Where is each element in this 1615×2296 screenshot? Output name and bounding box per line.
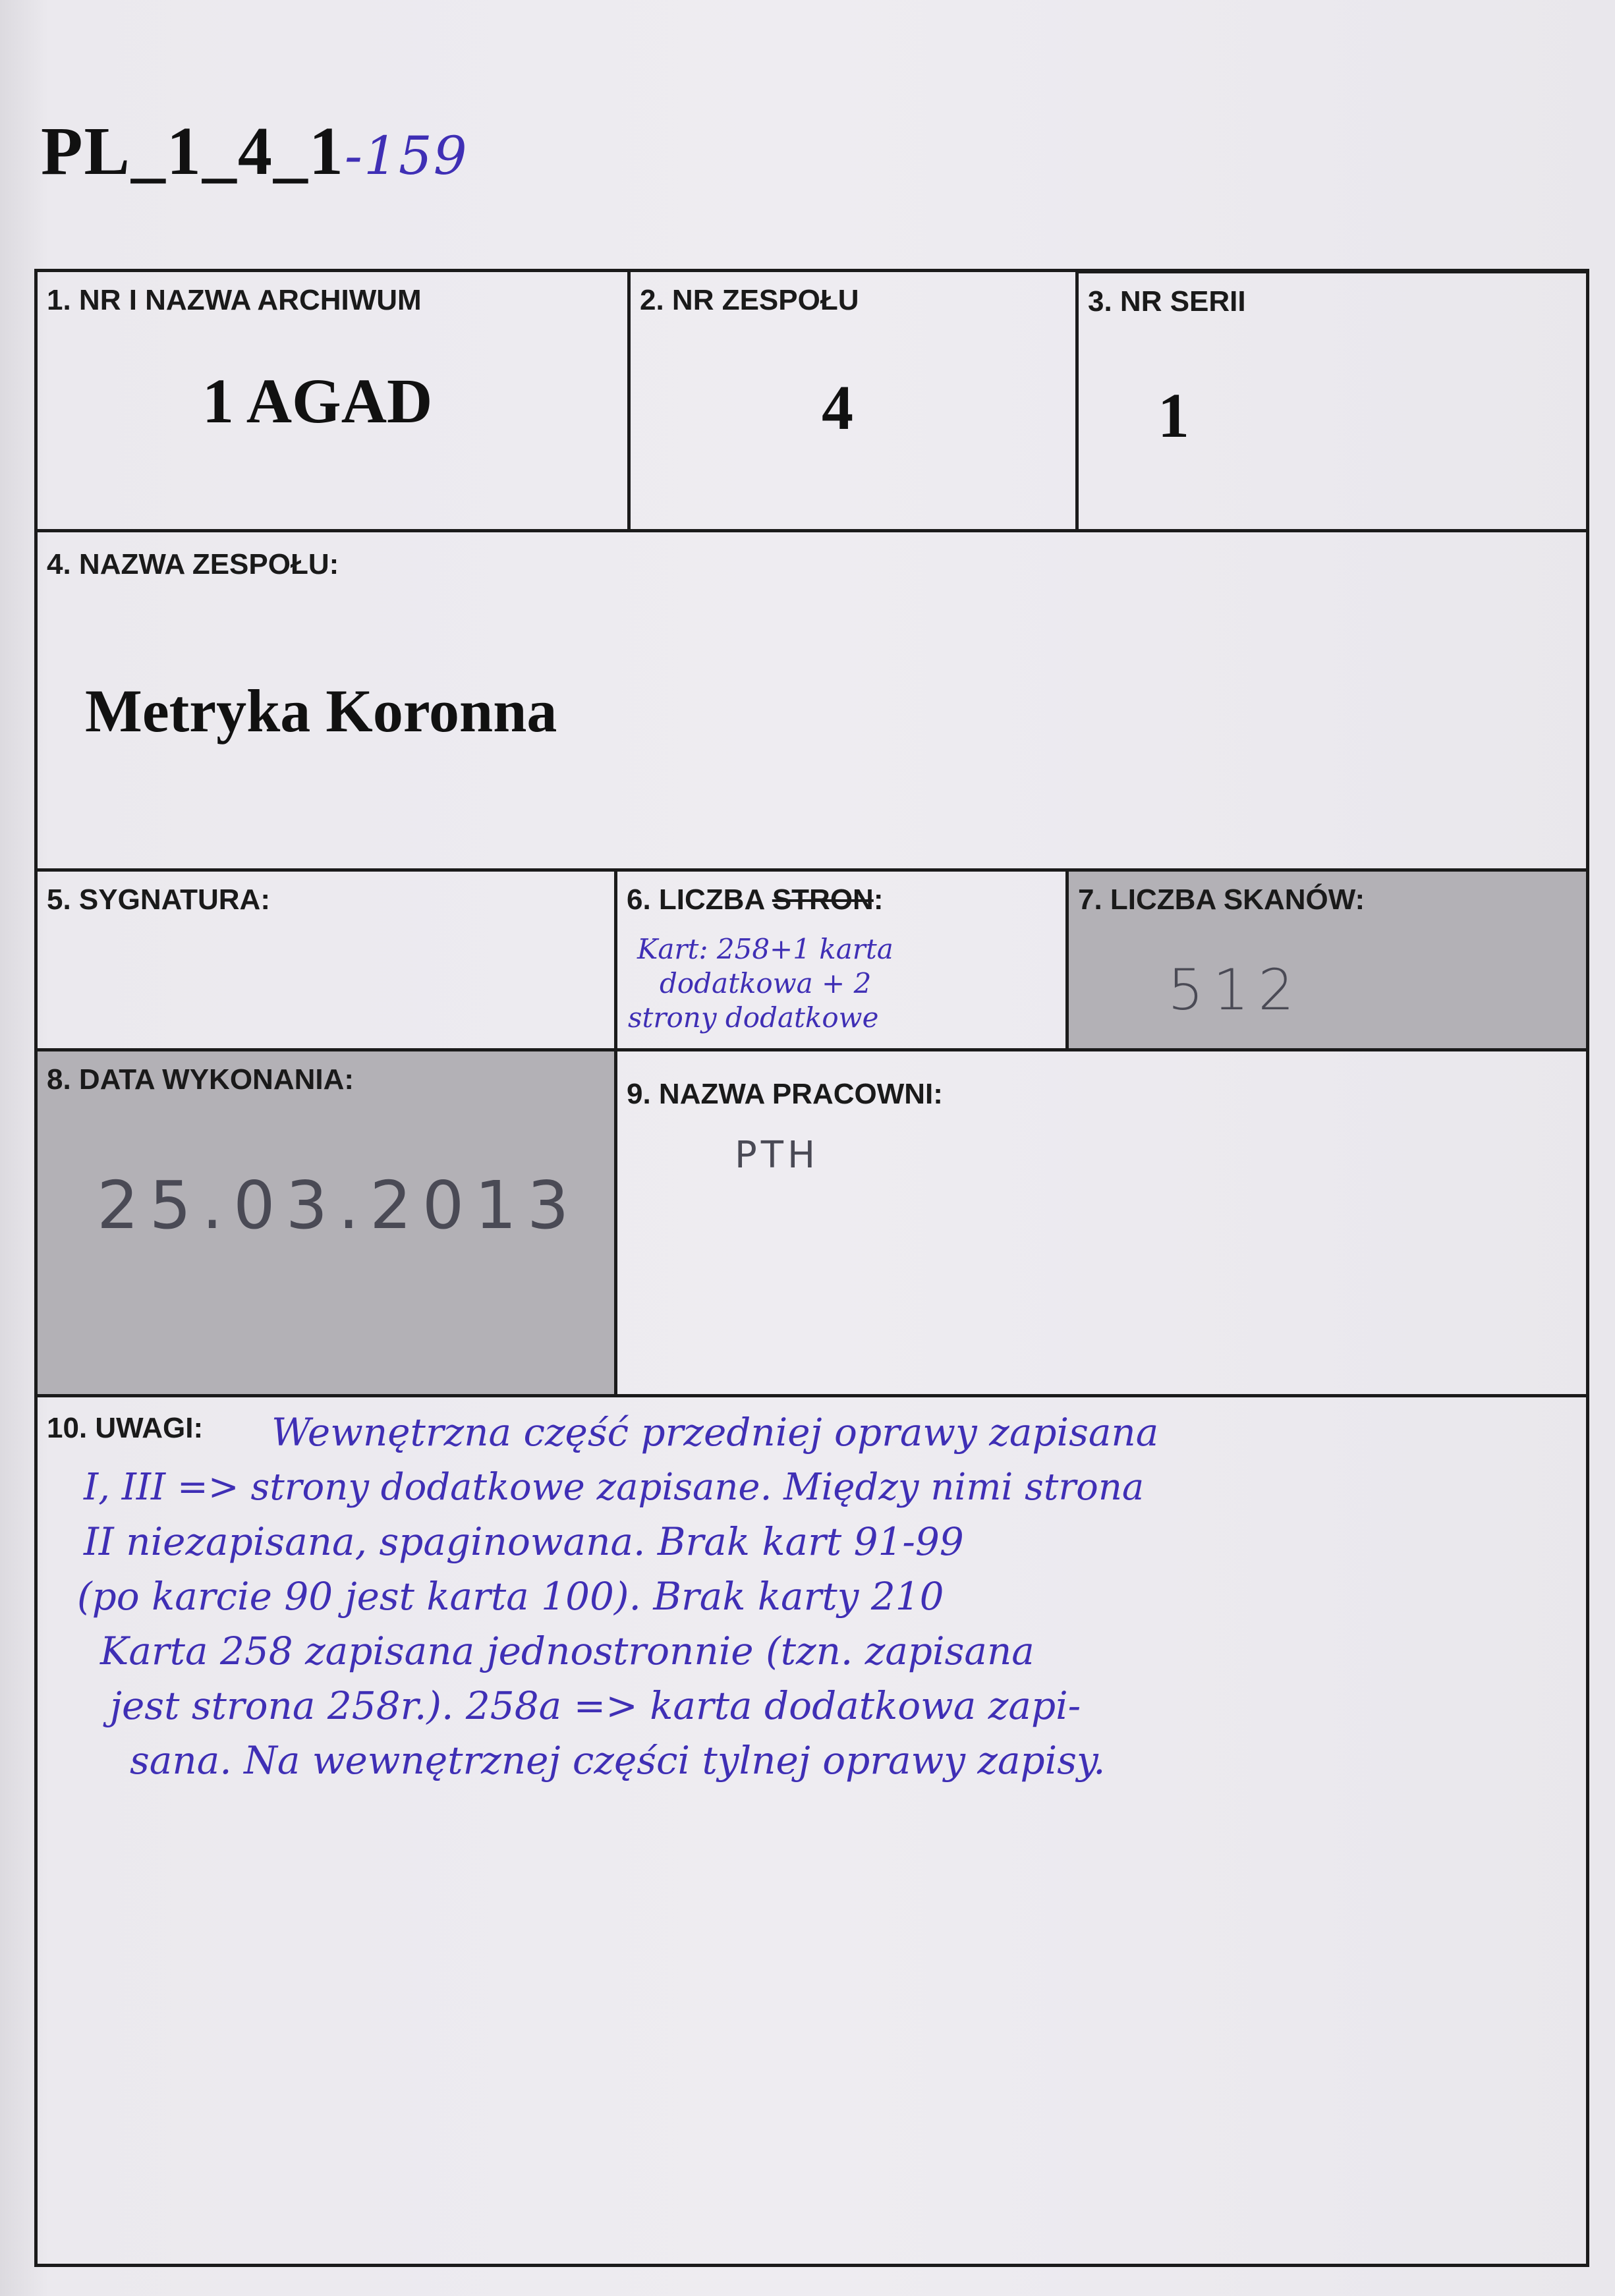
notes-line: (po karcie 90 jest karta 100). Brak karty 210: [77, 1574, 944, 1619]
archive-field: [34, 269, 631, 532]
fonds-name-field: [34, 529, 1589, 872]
page-count-value: [627, 932, 893, 1035]
date-field: [34, 1048, 617, 1397]
fonds-number-field: [627, 269, 1079, 532]
notes-line: I, III => strony dodatkowe zapisane. Między nimi strona: [84, 1466, 1145, 1509]
scan-count-label: 7. LICZBA SKANÓW:: [1078, 883, 1365, 916]
page-count-label: [627, 883, 883, 916]
page-count-line: Kart: 258+1 karta: [637, 933, 893, 965]
scan-count-value: 512: [1168, 957, 1304, 1023]
date-value: 25.03.2013: [97, 1167, 580, 1244]
page-count-field: [614, 868, 1069, 1051]
page-count-label-struck: STRON: [772, 883, 874, 916]
notes-line: Karta 258 zapisana jednostronnie (tzn. zapisana: [100, 1629, 1034, 1673]
fonds-number-value: 4: [822, 372, 853, 443]
workshop-field: [614, 1048, 1589, 1397]
workshop-value: PTH: [735, 1134, 820, 1177]
page-count-label-suffix: :: [873, 883, 884, 916]
notes-field: [34, 1394, 1589, 2267]
document-id-handwritten: -159: [344, 125, 468, 186]
document-id-printed: PL_1_4_1: [41, 113, 345, 189]
workshop-label: 9. NAZWA PRACOWNI:: [627, 1078, 943, 1110]
fonds-name-value: Metryka Koronna: [85, 677, 557, 744]
series-number-value: 1: [1158, 380, 1189, 451]
scan-count-field: [1065, 868, 1589, 1051]
date-label: 8. DATA WYKONANIA:: [47, 1063, 354, 1096]
page-count-label-prefix: 6. LICZBA: [627, 883, 772, 916]
document-id: [41, 112, 468, 190]
page-count-line: strony dodatkowe: [628, 1001, 879, 1034]
page-count-line: dodatkowa + 2: [660, 967, 872, 999]
signature-label: 5. SYGNATURA:: [47, 883, 270, 916]
signature-field: [34, 868, 617, 1051]
notes-line: sana. Na wewnętrznej części tylnej oprawy zapisy.: [130, 1738, 1106, 1783]
fonds-name-label: 4. NAZWA ZESPOŁU:: [47, 548, 339, 580]
notes-label: 10. UWAGI:: [47, 1412, 204, 1444]
fonds-number-label: 2. NR ZESPOŁU: [640, 284, 859, 316]
notes-line: II niezapisana, spaginowana. Brak kart 91-99: [84, 1519, 964, 1564]
series-number-label: 3. NR SERII: [1088, 285, 1246, 318]
notes-line: Wewnętrzna część przedniej oprawy zapisana: [271, 1410, 1159, 1455]
notes-line: jest strona 258r.). 258a => karta dodatkowa zapi-: [110, 1683, 1081, 1728]
archive-label: 1. NR I NAZWA ARCHIWUM: [47, 284, 422, 316]
notes-text: [38, 1405, 1583, 1788]
series-number-field: [1075, 269, 1589, 532]
archive-value: 1 AGAD: [202, 366, 433, 436]
